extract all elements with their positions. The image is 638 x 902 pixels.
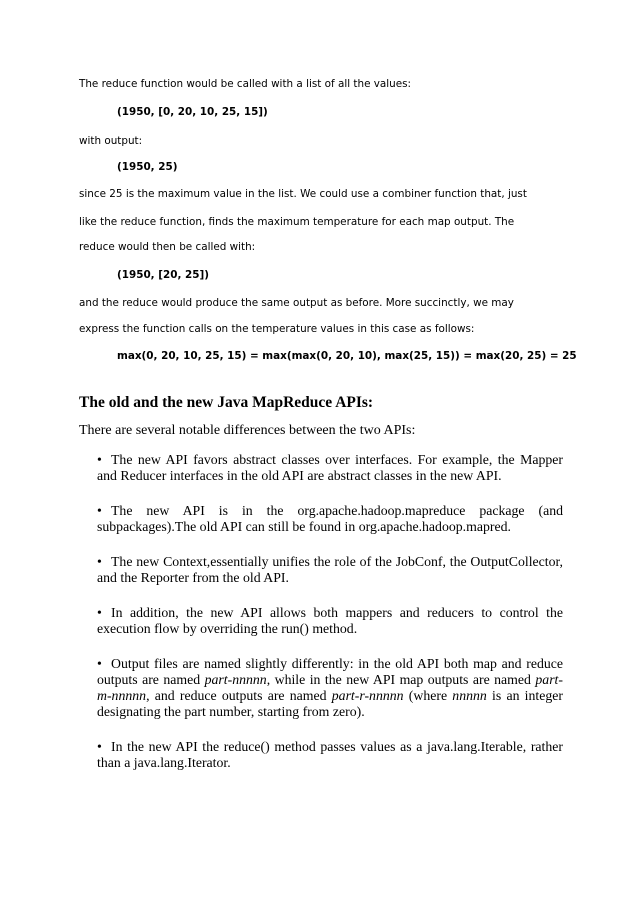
list-item [97,452,563,484]
bullet-icon: • [97,605,102,620]
code-example: (1950, [20, 25]) [117,269,209,281]
list-item-text: Output files are named slightly differently: in the old API both map and reduce outputs are named [97,656,563,687]
bullet-icon: • [97,452,102,467]
list-item-text: The new API favors abstract classes over interfaces. For example, the Mapper and Reducer interfaces in the old API are abstract classes in the new API. [97,452,563,483]
list-item [97,554,563,586]
filename-text: part-nnnnn [204,672,267,687]
text-line: since 25 is the maximum value in the list. We could use a combiner function that, just [79,188,527,200]
list-item-text: is an integer designating the part number, starting from zero). [97,688,563,719]
differences-list [97,452,563,790]
list-item [97,503,563,535]
text-line: reduce would then be called with: [79,241,256,253]
list-item-text: , while in the new API map outputs are named [266,672,536,687]
text-line: and the reduce would produce the same output as before. More succinctly, we may [79,297,514,309]
section-intro: There are several notable differences between the two APIs: [79,423,416,438]
list-item-text: In addition, the new API allows both mappers and reducers to control the execution flow by overriding the run() method. [97,605,563,636]
text-line: The reduce function would be called with a list of all the values: [79,78,412,90]
list-item [97,605,563,637]
section-heading: The old and the new Java MapReduce APIs: [79,394,374,411]
list-item [97,656,563,720]
text-line: express the function calls on the temperature values in this case as follows: [79,323,475,335]
list-item-text: , and reduce outputs are named [146,688,332,703]
text-line: with output: [79,135,143,147]
filename-text: part-r-nnnnn [331,688,404,703]
code-example: (1950, [0, 20, 10, 25, 15]) [117,106,268,118]
list-item-text: In the new API the reduce() method passes values as a java.lang.Iterable, rather than a java.lang.Iterator. [97,739,563,770]
list-item [97,739,563,771]
code-example: max(0, 20, 10, 25, 15) = max(max(0, 20, 10), max(25, 15)) = max(20, 25) = 25 [117,350,577,362]
list-item-text: The new Context,essentially unifies the role of the JobConf, the OutputCollector, and the Reporter from the old API. [97,554,563,585]
bullet-icon: • [97,554,102,569]
filename-text: nnnnn [452,688,487,703]
list-item-text: (where [403,688,453,703]
bullet-icon: • [97,739,102,754]
text-line: like the reduce function, finds the maximum temperature for each map output. The [79,216,515,228]
bullet-icon: • [97,503,102,518]
code-example: (1950, 25) [117,161,178,173]
filename-text: part-m-nnnnn [97,672,563,703]
list-item-text: The new API is in the org.apache.hadoop.mapreduce package (and subpackages).The old API can still be found in org.apache.hadoop.mapred. [97,503,563,534]
bullet-icon: • [97,656,102,671]
